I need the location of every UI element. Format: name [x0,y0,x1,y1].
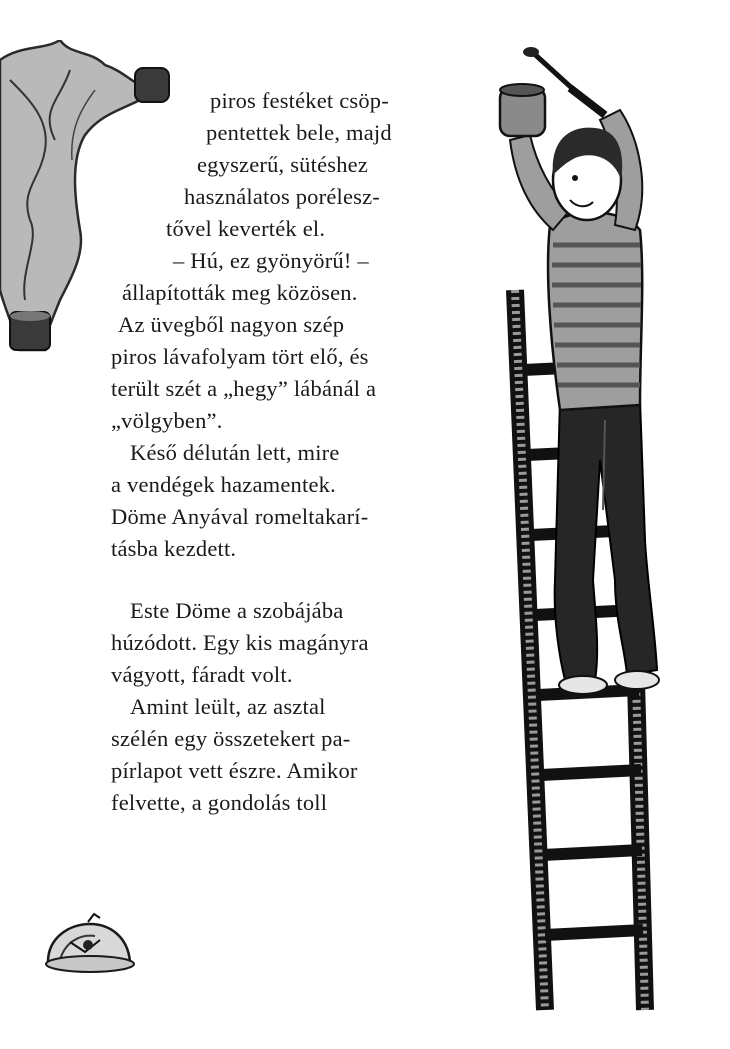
text-line: szélén egy összetekert pa- [111,726,351,751]
small-pot-illustration [40,912,140,982]
text-line: „völgyben”. [111,408,223,433]
text-line: pírlapot vett észre. Amikor [111,758,358,783]
text-line: a vendégek hazamentek. [111,472,336,497]
text-line: tásba kezdett. [111,536,237,561]
text-line: terült szét a „hegy” lábánál a [111,376,377,401]
text-line: – Hú, ez gyönyörű! – [173,248,369,273]
text-line: Este Döme a szobájába [130,598,344,623]
text-line: állapították meg közösen. [122,280,358,305]
text-line: piros festéket csöp- [210,88,389,113]
boy-on-ladder-illustration [475,40,715,1030]
text-line: használatos porélesz- [184,184,380,209]
text-line: Késő délután lett, mire [130,440,340,465]
text-line: egyszerű, sütéshez [197,152,369,177]
text-line: Az üvegből nagyon szép [118,312,345,337]
text-line: vágyott, fáradt volt. [111,662,293,687]
text-line: tővel keverték el. [166,216,326,241]
text-line: piros lávafolyam tört elő, és [111,344,369,369]
text-line: Amint leült, az asztal [130,694,326,719]
text-line: Döme Anyával romeltakarí- [111,504,369,529]
text-line: felvette, a gondolás toll [111,790,328,815]
text-line: húzódott. Egy kis magányra [111,630,369,655]
text-line: pentettek bele, majd [206,120,392,145]
